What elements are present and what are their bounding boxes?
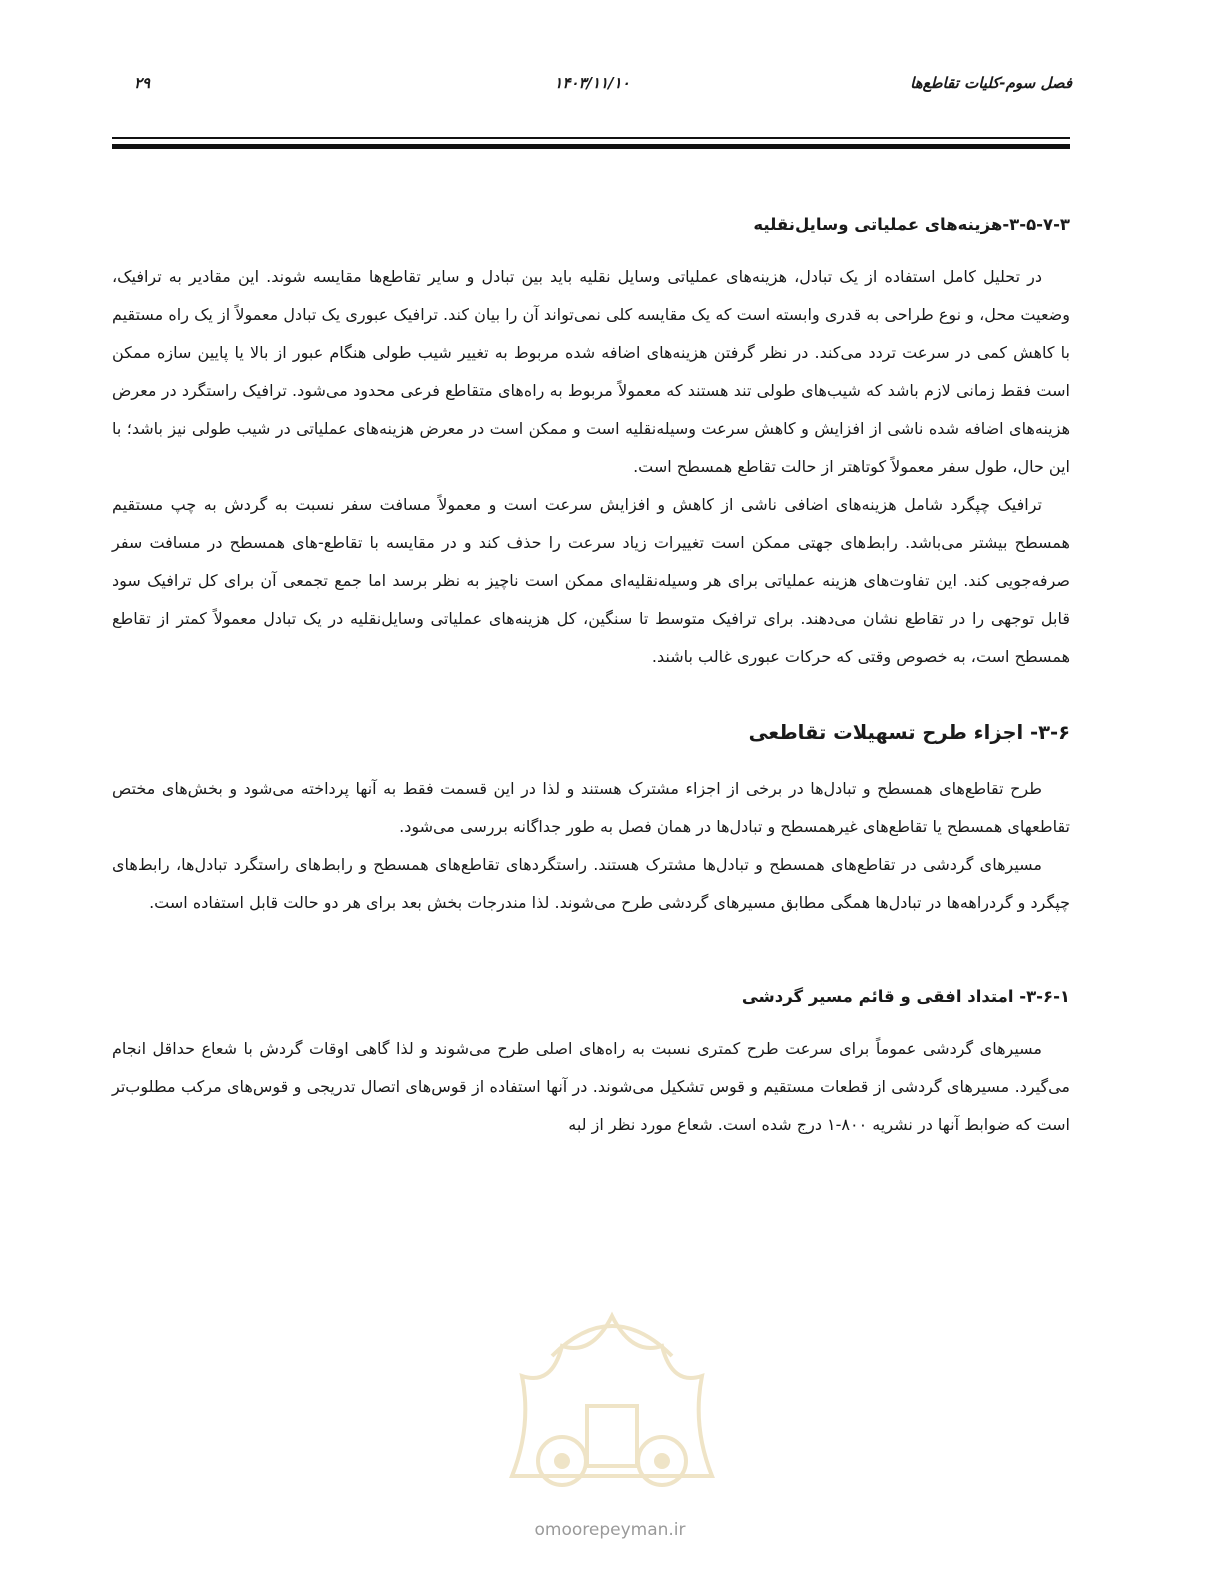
section-heading-design-elements: ۳-۶- اجزاء طرح تسهیلات تقاطعی <box>748 721 1070 744</box>
header-rule-thin <box>112 137 1070 139</box>
section-heading-turning-roadway-alignment: ۳-۶-۱- امتداد افقی و قائم مسیر گردشی <box>741 987 1070 1006</box>
watermark-site: omoorepeyman.ir <box>534 1520 686 1540</box>
watermark-logo-icon <box>492 1276 732 1516</box>
paragraph: مسیرهای گردشی در تقاطع‌های همسطح و تبادل‌ها مشترک هستند. راستگردهای تقاطع‌های همسطح و رابط‌های راستگرد تبادل‌ها، رابط‌های چپگرد و گردراهه‌ها در تبادل‌ها همگی مطابق مسیرهای گردشی طرح می‌شوند. لذا مندرجات بخش بعد برای هر دو حالت قابل استفاده است. <box>112 855 1070 912</box>
page-body <box>112 210 1070 1144</box>
paragraph: در تحلیل کامل استفاده از یک تبادل، هزینه‌های عملیاتی وسایل نقلیه باید بین تبادل و سایر تقاطع‌ها مقایسه شوند. این مقادیر به ترافیک، وضعیت محل، و نوع طراحی به قدری وابسته است که یک مقایسه کلی نمی‌تواند آن را بیان کند. ترافیک عبوری یک تبادل معمولاً از یک راه مستقیم با کاهش کمی در سرعت تردد می‌کند. در نظر گرفتن هزینه‌های اضافه شده مربوط به تغییر شیب طولی هنگام عبور از بالا یا پایین سازه ممکن است فقط زمانی لازم باشد که شیب‌های طولی تند هستند که معمولاً مربوط به راه‌های متقاطع فرعی محدود می‌شود. ترافیک راستگرد در معرض هزینه‌های اضافه شده ناشی از افزایش و کاهش سرعت وسیله‌نقلیه است و ممکن است در معرض هزینه‌های عملیاتی در شیب طولی نیز باشد؛ با این حال، طول سفر معمولاً کوتاهتر از حالت تقاطع همسطح است. <box>112 267 1070 476</box>
paragraph: مسیرهای گردشی عموماً برای سرعت طرح کمتری نسبت به راه‌های اصلی طرح می‌شوند و لذا گاهی اوقات گردش با شعاع حداقل انجام می‌گیرد. مسیرهای گردشی از قطعات مستقیم و قوس تشکیل می‌شوند. در آنها استفاده از قوس‌های اتصال تدریجی و قوس‌های مرکب مطلوب‌تر است که ضوابط آنها در نشریه ۸۰۰-۱ درج شده است. شعاع مورد نظر از لبه <box>112 1039 1070 1134</box>
chapter-title: فصل سوم-کلیات تقاطع‌ها <box>910 74 1072 92</box>
section-heading-operating-costs: ۳-۵-۷-۳-هزینه‌های عملیاتی وسایل‌نقلیه <box>753 215 1070 234</box>
header-rule-thick <box>112 144 1070 149</box>
paragraph: ترافیک چپگرد شامل هزینه‌های اضافی ناشی از کاهش و افزایش سرعت است و معمولاً مسافت سفر نسبت به گردش به چپ مستقیم همسطح بیشتر می‌باشد. رابط‌های جهتی ممکن است تغییرات زیاد سرعت را حذف کند و در مقایسه با تقاطع-های همسطح در مسافت سفر صرفه‌جویی کند. این تفاوت‌های هزینه عملیاتی برای هر وسیله‌نقلیه‌ای ممکن است ناچیز به نظر برسد اما جمع تجمعی آن برای کل ترافیک سود قابل توجهی را در تقاطع نشان می‌دهند. برای ترافیک متوسط تا سنگین، کل هزینه‌های عملیاتی وسایل‌نقلیه در یک تبادل معمولاً کمتر از تقاطع همسطح است، به خصوص وقتی که حرکات عبوری غالب باشند. <box>112 495 1070 666</box>
page-header <box>112 74 1072 104</box>
header-date: ۱۴۰۳/۱۱/۱۰ <box>554 74 630 92</box>
page-number: ۲۹ <box>134 74 151 92</box>
paragraph: طرح تقاطع‌های همسطح و تبادل‌ها در برخی از اجزاء مشترک هستند و لذا در این قسمت فقط به آنها پرداخته می‌شود و بخش‌های مختص تقاطعهای همسطح یا تقاطع‌های غیرهمسطح و تبادل‌ها در همان فصل به طور جداگانه بررسی می‌شود. <box>112 779 1070 836</box>
